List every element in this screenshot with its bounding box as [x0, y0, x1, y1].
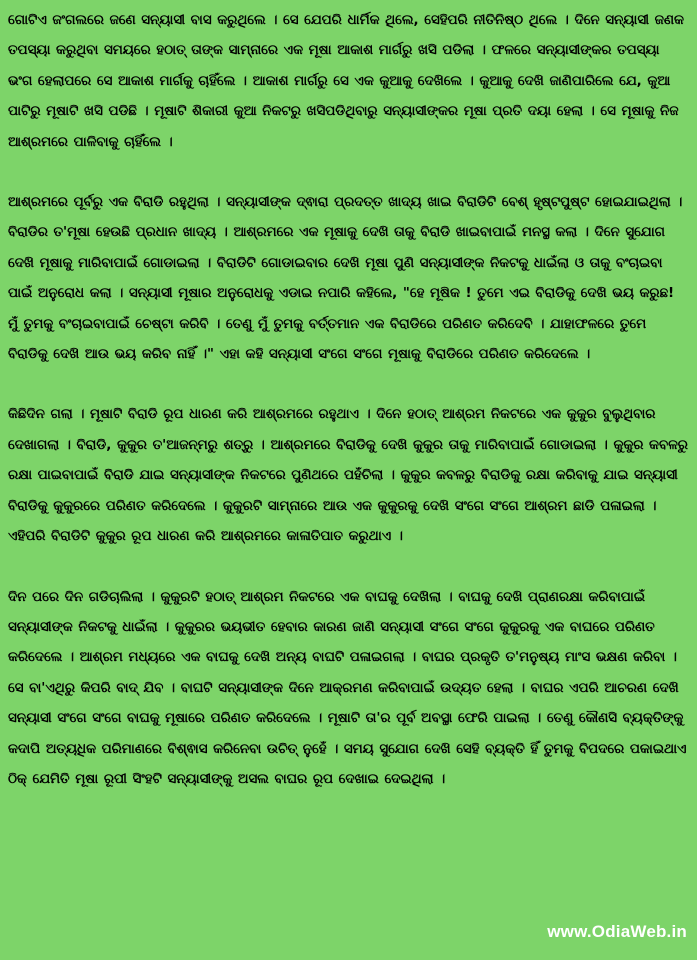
story-paragraph-1: ଗୋଟିଏ ଜଂଗଲରେ ଜଣେ ସନ୍ୟାସୀ ବାସ କରୁଥିଲେ । ସେ ଯେପରି ଧାର୍ମିକ ଥିଲେ, ସେହିପରି ନୀତିନିଷ୍ଠ ଥିଲେ । ଦିନେ ସନ୍ୟାସୀ ଜଣକ ତପସ୍ୟା କରୁଥିବା ସମୟରେ ହଠାତ୍ ତାଙ୍କ ସାମ୍ନାରେ ଏକ ମୂଷା ଆକାଶ ମାର୍ଗରୁ ଖସି ପଡିଲା । ଫଳରେ ସନ୍ୟାସୀଙ୍କର ତପସ୍ୟା ଭଂଗ ହେଲାପରେ ସେ ଆକାଶ ମାର୍ଗକୁ ଚାହିଁଲେ । ଆକାଶ ମାର୍ଗରୁ ସେ ଏକ କୁଆକୁ ଦେଖିଲେ । କୁଆକୁ ଦେଖି ଜାଣିପାରିଲେ ଯେ, କୁଆ ପାଟିରୁ ମୂଷାଟି ଖସି ପଡିଛି । ମୂଷାଟି ଶିକାରୀ କୁଆ ନିକଟରୁ ଖସିପଡିଥିବାରୁ ସନ୍ୟାସୀଙ୍କର ମୂଷା ପ୍ରତି ଦୟା ହେଲା । ସେ ମୂଷାକୁ ନିଜ ଆଶ୍ରମରେ ପାଳିବାକୁ ଚାହିଁଲେ । [8, 13, 684, 150]
story-paragraph-2: ଆଶ୍ରମରେ ପୂର୍ବରୁ ଏକ ବିରାଡି ରହୁଥିଲା । ସନ୍ୟାସୀଙ୍କ ଦ୍ଵାରା ପ୍ରଦତ୍ତ ଖାଦ୍ୟ ଖାଇ ବିରାଡିଟି ବେଶ୍ ହୃଷ୍ଟପୁଷ୍ଟ ହୋଇଯାଇଥିଲା । ବିରାଡିର ତ'ମୂଷା ହେଉଛି ପ୍ରଧାନ ଖାଦ୍ୟ । ଆଶ୍ରମରେ ଏକ ମୂଷାକୁ ଦେଖି ତାକୁ ବିରାଡି ଖାଇବାପାଇଁ ମନସ୍ଥ କଲା । ଦିନେ ସୁଯୋଗ ଦେଖି ମୂଷାକୁ ମାରିବାପାଇଁ ଗୋଡାଇଲା । ବିରାଡିଟି ଗୋଡାଇବାର ଦେଖି ମୂଷା ପୁଣି ସନ୍ୟାସୀଙ୍କ ନିକଟକୁ ଧାଇଁଲା ଓ ତାକୁ ବଂଚାଇବା ପାଇଁ ଅନୁରୋଧ କଲା । ସନ୍ୟାସୀ ମୂଷାର ଅନୁରୋଧକୁ ଏଡାଇ ନପାରି କହିଲେ, "ହେ ମୂଷିକ ! ତୁମେ ଏଇ ବିରାଡିକୁ ଦେଖି ଭୟ କରୁଛ! ମୁଁ ତୁମକୁ ବଂଚାଇବାପାଇଁ ଚେଷ୍ଟା କରିବି । ତେଣୁ ମୁଁ ତୁମକୁ ବର୍ତ୍ତମାନ ଏକ ବିରାଡିରେ ପରିଣତ କରିଦେବି । ଯାହାଫଳରେ ତୁମେ ବିରାଡିକୁ ଦେଖି ଆଉ ଭୟ କରିବ ନାହିଁ ।" ଏହା କହି ସନ୍ୟାସୀ ସଂଗେ ସଂଗେ ମୂଷାକୁ ବିରାଡିରେ ପରିଣତ କରିଦେଲେ । [8, 195, 683, 363]
story-paragraph-4: ଦିନ ପରେ ଦିନ ଗଡିଚାଲିଲା । କୁକୁରଟି ହଠାତ୍ ଆଶ୍ରମ ନିକଟରେ ଏକ ବାଘକୁ ଦେଖିଲା । ବାଘକୁ ଦେଖି ପ୍ରାଣରକ୍ଷା କରିବାପାଇଁ ସନ୍ୟାସୀଙ୍କ ନିକଟକୁ ଧାଇଁଲା । କୁକୁରର ଭୟଭୀତ ହେବାର କାରଣ ଜାଣି ସନ୍ୟାସୀ ସଂଗେ ସଂଗେ କୁକୁରକୁ ଏକ ବାଘରେ ପରିଣତ କରିଦେଲେ । ଆଶ୍ରମ ମଧ୍ୟରେ ଏକ ବାଘକୁ ଦେଖି ଅନ୍ୟ ବାଘଟି ପଳାଇଗଲା । ବାଘର ପ୍ରକୃତି ତ'ମନୁଷ୍ୟ ମାଂସ ଭକ୍ଷଣ କରିବା । ସେ ବା'ଏଥିରୁ କିପରି ବାଦ୍ ଯିବ । ବାଘଟି ସନ୍ୟାସୀଙ୍କ ଦିନେ ଆକ୍ରମଣ କରିବାପାଇଁ ଉଦ୍ୟତ ହେଲା । ବାଘର ଏପରି ଆଚରଣ ଦେଖି ସନ୍ୟାସୀ ସଂଗେ ସଂଗେ ବାଘକୁ ମୂଷାରେ ପରିଣତ କରିଦେଲେ । ମୂଷାଟି ତା'ର ପୂର୍ବ ଅବସ୍ଥା ଫେରି ପାଇଲା । ତେଣୁ କୌଣସି ବ୍ୟକ୍ତିଙ୍କୁ କଦାପି ଅତ୍ୟଧିକ ପରିମାଣରେ ବିଶ୍ଵାସ କରିନେବା ଉଚିତ୍ ନୁହେଁ । ସମୟ ସୁଯୋଗ ଦେଖି ସେହି ବ୍ୟକ୍ତି ହିଁ ତୁମକୁ ବିପଦରେ ପକାଇଥାଏ ଠିକ୍ ଯେମିତି ମୂଷା ରୂପୀ ସିଂହଟି ସନ୍ୟାସୀଙ୍କୁ ଅସଲ ବାଘର ରୂପ ଦେଖାଇ ଦେଇଥିଲା । [8, 589, 687, 787]
story-paragraph-3: କିଛିଦିନ ଗଲା । ମୂଷାଟି ବିରାଡି ରୂପ ଧାରଣ କରି ଆଶ୍ରମରେ ରହୁଥାଏ । ଦିନେ ହଠାତ୍ ଆଶ୍ରମ ନିକଟରେ ଏକ କୁକୁର ବୁଲୁଥିବାର ଦେଖାଗଲା । ବିରାଡି, କୁକୁର ତ'ଆଜନ୍ମରୁ ଶତ୍ରୁ । ଆଶ୍ରମରେ ବିରାଡିକୁ ଦେଖି କୁକୁର ତାକୁ ମାରିବାପାଇଁ ଗୋଡାଇଲା । କୁକୁର କବଳରୁ ରକ୍ଷା ପାଇବାପାଇଁ ବିରାଡି ଯାଇ ସନ୍ୟାସୀଙ୍କ ନିକଟରେ ପୁଣିଥରେ ପହଁଚିଲା । କୁକୁର କବଳରୁ ବିରାଡିକୁ ରକ୍ଷା କରିବାକୁ ଯାଇ ସନ୍ୟାସୀ ବିରାଡିକୁ କୁକୁରରେ ପରିଣତ କରିଦେଲେ । କୁକୁରଟି ସାମ୍ନାରେ ଆଉ ଏକ କୁକୁରକୁ ଦେଖି ସଂଗେ ସଂଗେ ଆଶ୍ରମ ଛାଡି ପଳାଇଲା । ଏହିପରି ବିରାଡିଟି କୁକୁର ରୂପ ଧାରଣ କରି ଆଶ୍ରମରେ କାଳାତିପାତ କରୁଥାଏ । [8, 407, 688, 545]
site-watermark: www.OdiaWeb.in [547, 922, 687, 941]
